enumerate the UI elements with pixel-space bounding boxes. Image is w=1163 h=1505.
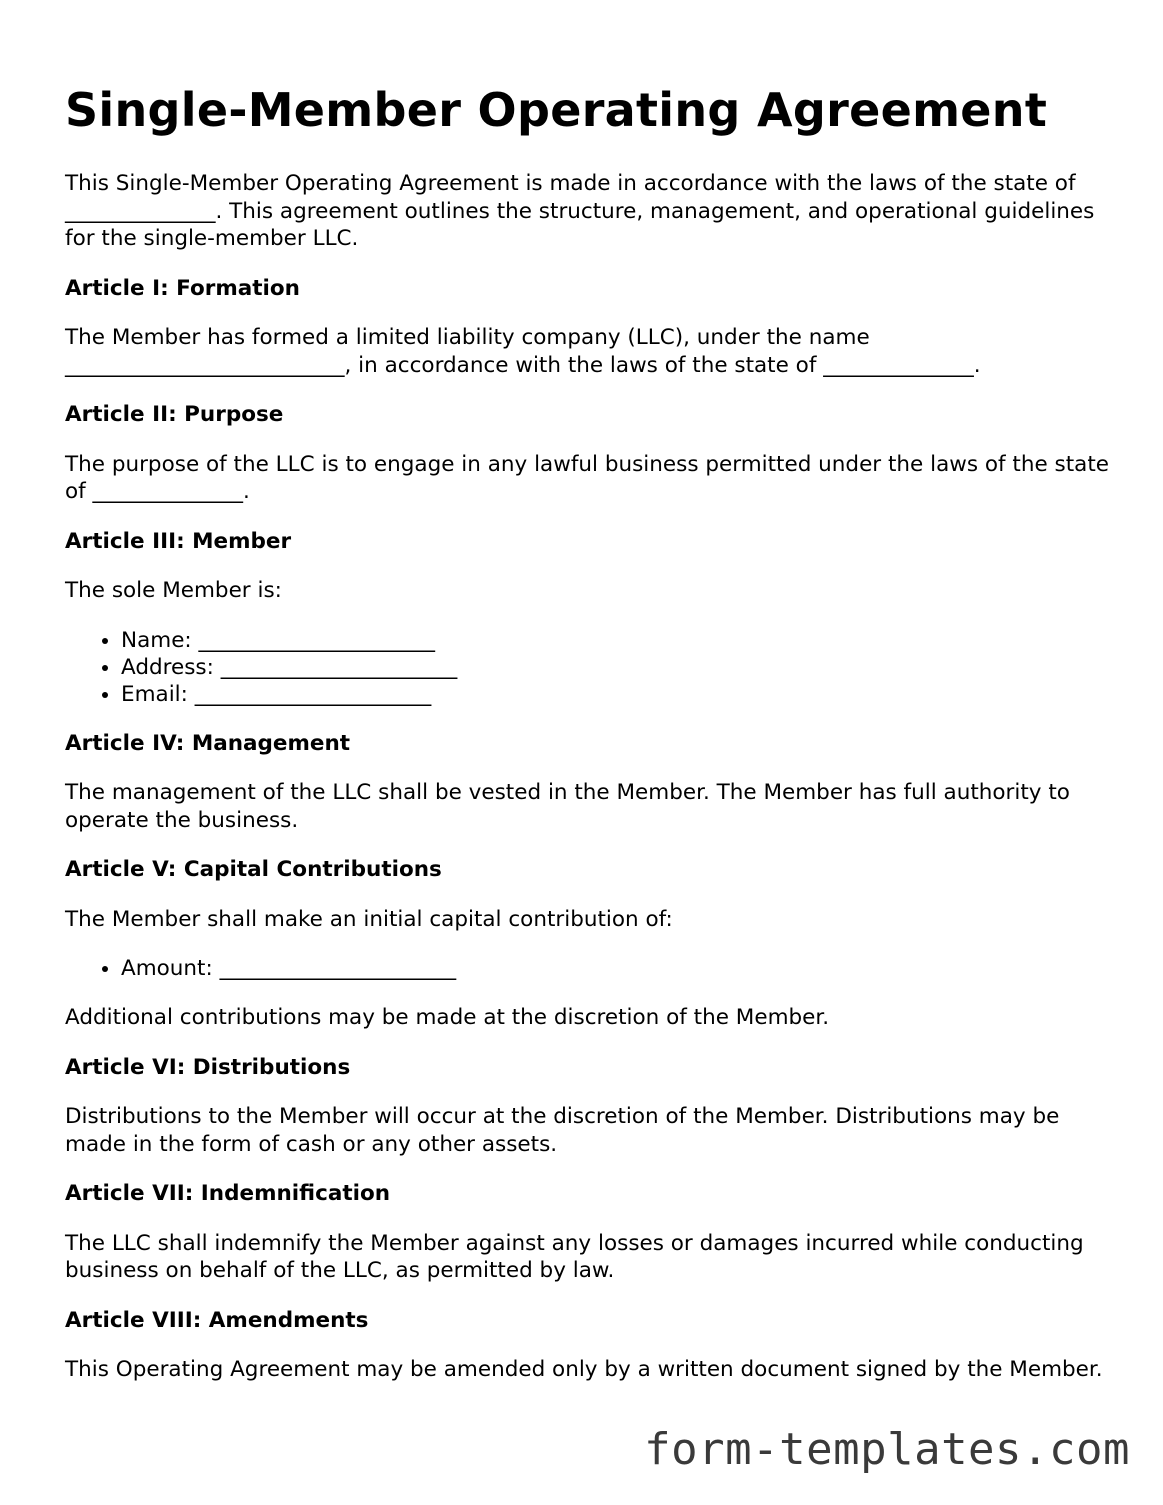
article-heading: Article I: Formation (65, 275, 300, 301)
article-purpose (65, 401, 1115, 506)
article-heading: Article V: Capital Contributions (65, 857, 442, 882)
article-formation (65, 275, 1115, 380)
article-heading: Article VII: Indemnification (65, 1181, 391, 1206)
list-item-email: • Email: ______________________ (121, 681, 1115, 708)
article-indemnification (65, 1180, 1115, 1285)
article-text: This Operating Agreement may be amended only by a written document signed by the Member. (65, 1357, 1103, 1382)
list-item-amount: • Amount: ______________________ (121, 955, 1115, 982)
article-text: Distributions to the Member will occur at the discretion of the Member. Distributions may be made in the form of cash or any other assets. (65, 1104, 1060, 1157)
document-page (65, 80, 1115, 1406)
member-details-list (65, 627, 1115, 708)
article-heading: Article II: Purpose (65, 402, 284, 427)
article-heading: Article VIII: Amendments (65, 1307, 369, 1333)
article-text: The Member shall make an initial capital contribution of: (65, 906, 673, 932)
article-text-after: Additional contributions may be made at the discretion of the Member. (65, 1005, 830, 1030)
intro-paragraph: This Single-Member Operating Agreement is made in accordance with the laws of the state of ______________. This agreement outlines the structure, management, and operational guidelines for the single-member LLC. (65, 171, 1095, 251)
article-text: The LLC shall indemnify the Member against any losses or damages incurred while conducting business on behalf of the LLC, as permitted by law. (65, 1230, 1084, 1283)
article-text: The purpose of the LLC is to engage in any lawful business permitted under the laws of the state of ______________. (65, 451, 1110, 504)
article-capital-contributions (65, 856, 1115, 1032)
list-item-address: • Address: ______________________ (121, 654, 1115, 681)
article-text: The management of the LLC shall be vested in the Member. The Member has full authority to operate the business. (65, 780, 1070, 833)
article-text: The sole Member is: (65, 578, 282, 603)
article-distributions (65, 1054, 1115, 1159)
contribution-list (65, 955, 1115, 982)
document-title: Single-Member Operating Agreement (65, 83, 1048, 137)
article-heading: Article IV: Management (65, 730, 351, 756)
article-text: The Member has formed a limited liability company (LLC), under the name __________________________, in accordance with the laws of the state of ______________. (65, 325, 981, 378)
article-management (65, 730, 1115, 835)
article-heading: Article III: Member (65, 528, 292, 554)
article-amendments (65, 1307, 1115, 1384)
list-item-name: • Name: ______________________ (121, 627, 1115, 654)
article-heading: Article VI: Distributions (65, 1054, 351, 1080)
watermark: form-templates.com (644, 1424, 1130, 1475)
article-member (65, 528, 1115, 708)
